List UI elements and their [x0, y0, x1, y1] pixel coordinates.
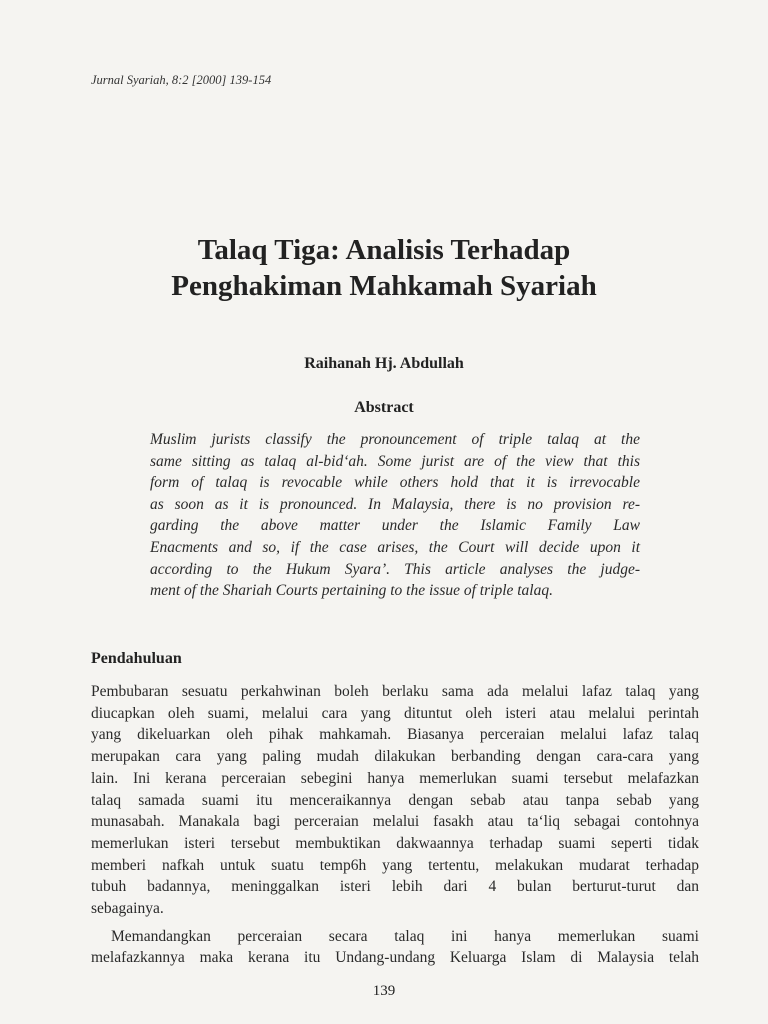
paragraph — [91, 926, 699, 969]
paragraph-line: diucapkan oleh suami, melalui cara yang dituntut oleh isteri atau melalui perintah — [91, 704, 699, 722]
body-text — [91, 681, 699, 969]
abstract-line: garding the above matter under the Islamic Family Law — [150, 517, 640, 535]
title-line: Penghakiman Mahkamah Syariah — [171, 270, 597, 302]
paragraph-line: munasabah. Manakala bagi perceraian melalui fasakh atau ta‘liq sebagai contohnya — [91, 813, 699, 831]
title-line: Talaq Tiga: Analisis Terhadap — [197, 234, 571, 266]
abstract-line: Enacments and so, if the case arises, the Court will decide upon it — [150, 538, 640, 556]
abstract-line: Muslim jurists classify the pronouncement of triple talaq at the — [150, 431, 640, 448]
abstract-text — [150, 429, 640, 602]
abstract-line: according to the Hukum Syara’. This article analyses the judge- — [150, 560, 640, 578]
paragraph-line: sebagainya. — [91, 900, 164, 918]
paragraph-line: memberi nafkah untuk suatu temp6h yang tertentu, melakukan mudarat terhadap — [91, 856, 699, 874]
journal-reference: Jurnal Syariah, 8:2 [2000] 139-154 — [91, 73, 272, 87]
paragraph — [91, 681, 699, 920]
abstract-line: ment of the Shariah Courts pertaining to the issue of triple talaq. — [150, 582, 553, 600]
page-number: 139 — [372, 983, 396, 999]
abstract-line: same sitting as talaq al-bid‘ah. Some jurist are of the view that this — [150, 452, 640, 470]
paragraph-line: merupakan cara yang paling mudah dilakukan berbanding dengan cara-cara yang — [91, 748, 699, 766]
paragraph-line: Pembubaran sesuatu perkahwinan boleh berlaku sama ada melalui lafaz talaq yang — [91, 683, 699, 700]
abstract-line: form of talaq is revocable while others hold that it is irrevocable — [150, 474, 640, 492]
article-title — [0, 232, 768, 304]
paragraph-line: memerlukan isteri tersebut membuktikan dakwaannya terhadap suami seperti tidak — [91, 834, 699, 852]
paragraph-line: Memandangkan perceraian secara talaq ini hanya memerlukan suami — [111, 927, 699, 945]
section-heading: Pendahuluan — [91, 650, 182, 667]
paragraph-line: talaq samada suami itu menceraikannya dengan sebab atau tanpa sebab yang — [91, 791, 699, 809]
paragraph-line: yang dikeluarkan oleh pihak mahkamah. Biasanya perceraian melalui lafaz talaq — [91, 726, 699, 744]
abstract-line: as soon as it is pronounced. In Malaysia, there is no provision re- — [150, 495, 640, 513]
paragraph-line: tubuh badannya, meninggalkan isteri lebih dari 4 bulan berturut-turut dan — [91, 878, 699, 896]
paragraph-line: lain. Ini kerana perceraian sebegini hanya memerlukan suami tersebut melafazkan — [91, 769, 699, 787]
paragraph-line: melafazkannya maka kerana itu Undang-undang Keluarga Islam di Malaysia telah — [91, 949, 699, 967]
author-name: Raihanah Hj. Abdullah — [304, 355, 464, 372]
abstract-heading: Abstract — [354, 399, 414, 416]
